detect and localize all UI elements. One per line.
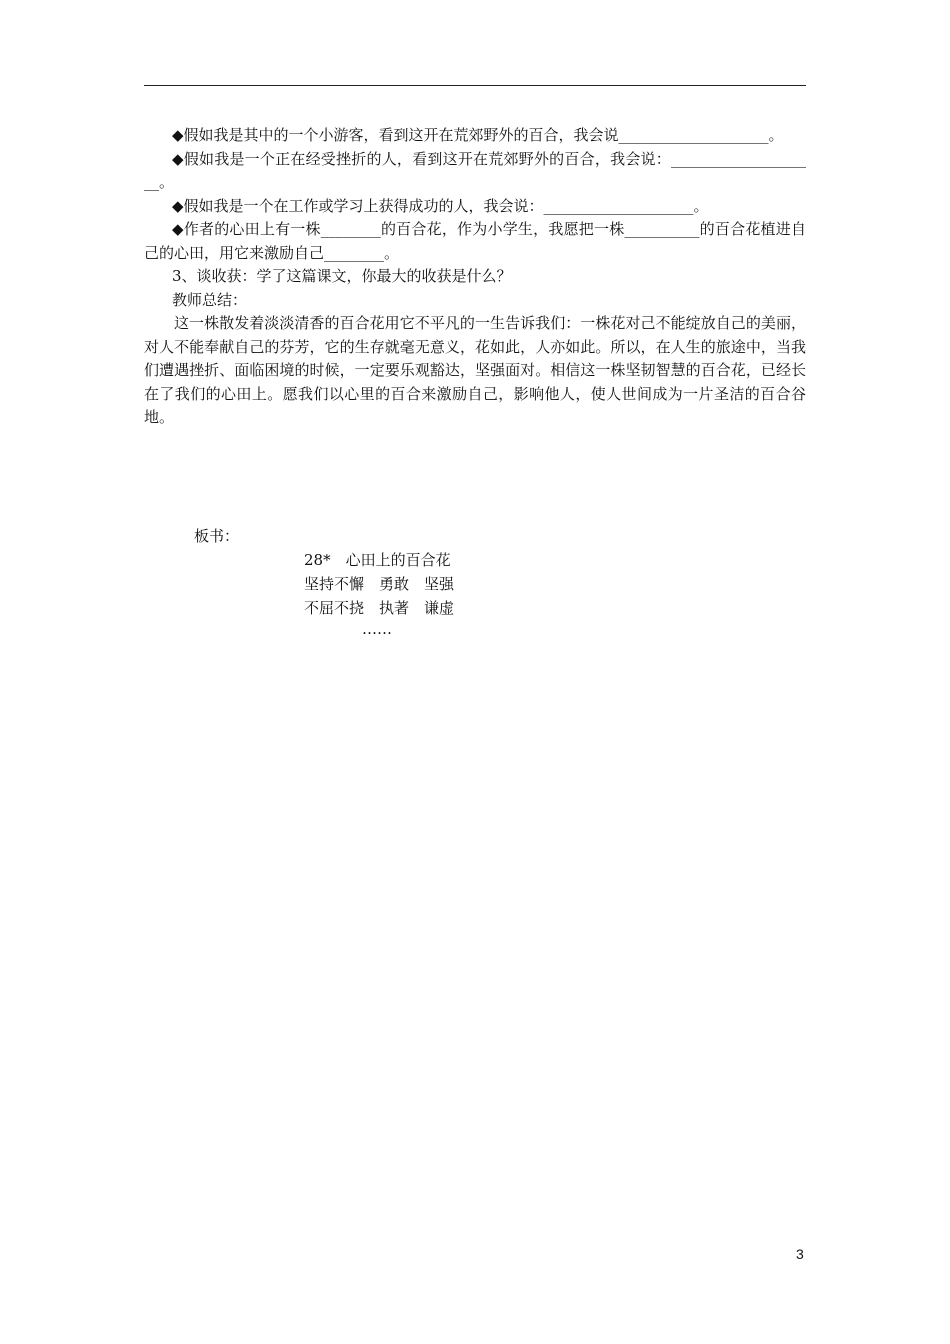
bullet-paragraph-tourist: ◆假如我是其中的一个小游客，看到这开在荒郊野外的百合，我会说____________________。 [172, 126, 784, 144]
board-lines [304, 548, 454, 620]
board-line-qualities-1: 坚持不懈 勇敢 坚强 [304, 575, 455, 593]
document-body [144, 124, 806, 430]
bullet-paragraph-setback: ◆假如我是一个正在经受挫折的人，看到这开在荒郊野外的百合，我会说：____________________。 [144, 149, 806, 191]
header-rule [144, 85, 806, 86]
board-title-line: 28* 心田上的百合花 [304, 551, 451, 569]
bullet-paragraph-success: ◆假如我是一个在工作或学习上获得成功的人，我会说：____________________。 [172, 196, 709, 215]
teacher-summary-text: 这一株散发着淡淡清香的百合花用它不平凡的一生告诉我们：一株花对己不能绽放自己的美丽，对人不能奉献自己的芬芳，它的生存就毫无意义，花如此，人亦如此。所以，在人生的旅途中，当我们遭遇挫折、面临困境的时候，一定要乐观豁达，坚强面对。相信这一株坚韧智慧的百合花，已经长在了我们的心田上。愿我们以心里的百合来激励自己，影响他人，使人世间成为一片圣洁的百合谷地。 [144, 314, 806, 426]
board-ellipsis: …… [362, 620, 392, 638]
page-number: 3 [796, 1246, 804, 1262]
board-line-qualities-2: 不屈不挠 执著 谦虚 [304, 599, 455, 617]
bullet-paragraph-author: ◆作者的心田上有一株________的百合花，作为小学生，我愿把一株__________的百合花植进自己的心田，用它来激励自己________。 [144, 220, 806, 262]
blackboard-notes [194, 524, 455, 638]
teacher-summary-heading: 教师总结： [172, 290, 248, 309]
question-harvest: 3、谈收获：学了这篇课文，你最大的收获是什么？ [172, 267, 512, 285]
board-label: 板书： [194, 527, 240, 545]
